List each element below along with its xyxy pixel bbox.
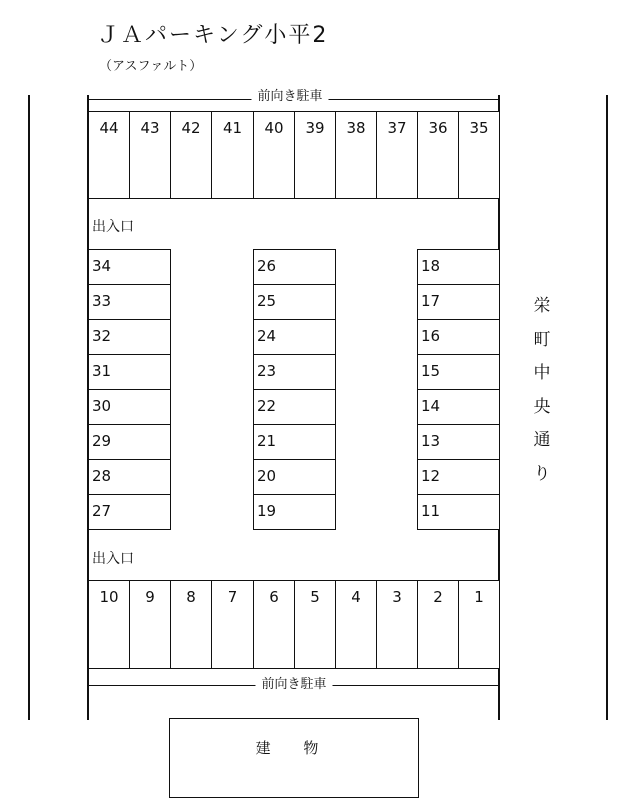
entrance-label-top: 出入口 (92, 219, 134, 235)
parking-space-20[interactable]: 20 (253, 459, 336, 495)
parking-space-31[interactable]: 31 (88, 354, 171, 390)
road-char: 央 (533, 396, 551, 417)
parking-space-30[interactable]: 30 (88, 389, 171, 425)
parking-space-19[interactable]: 19 (253, 494, 336, 530)
parking-space-1[interactable]: 1 (458, 580, 500, 669)
parking-space-17[interactable]: 17 (417, 284, 500, 320)
parking-space-26[interactable]: 26 (253, 249, 336, 285)
parking-space-36[interactable]: 36 (417, 111, 459, 199)
right-boundary-line (606, 95, 608, 720)
parking-space-18[interactable]: 18 (417, 249, 500, 285)
parking-space-9[interactable]: 9 (129, 580, 171, 669)
entrance-label-bottom: 出入口 (92, 551, 134, 567)
parking-space-27[interactable]: 27 (88, 494, 171, 530)
parking-space-22[interactable]: 22 (253, 389, 336, 425)
road-name (532, 290, 552, 491)
parking-space-35[interactable]: 35 (458, 111, 500, 199)
left-boundary-line (28, 95, 30, 720)
surface-note: （アスファルト） (99, 59, 203, 74)
road-char: 中 (533, 363, 551, 383)
parking-space-13[interactable]: 13 (417, 424, 500, 460)
parking-space-3[interactable]: 3 (376, 580, 418, 669)
top-parking-caption: 前向き駐車 (251, 89, 328, 105)
parking-space-10[interactable]: 10 (88, 580, 130, 669)
parking-space-33[interactable]: 33 (88, 284, 171, 320)
parking-space-40[interactable]: 40 (253, 111, 295, 199)
parking-space-37[interactable]: 37 (376, 111, 418, 199)
parking-space-14[interactable]: 14 (417, 389, 500, 425)
road-char: 町 (533, 329, 551, 350)
parking-space-24[interactable]: 24 (253, 319, 336, 355)
parking-space-23[interactable]: 23 (253, 354, 336, 390)
building-block (169, 718, 419, 798)
parking-space-5[interactable]: 5 (294, 580, 336, 669)
parking-space-6[interactable]: 6 (253, 580, 295, 669)
page-title: ＪＡパーキング小平2 (97, 23, 329, 48)
parking-space-32[interactable]: 32 (88, 319, 171, 355)
parking-space-16[interactable]: 16 (417, 319, 500, 355)
parking-space-25[interactable]: 25 (253, 284, 336, 320)
parking-space-41[interactable]: 41 (211, 111, 254, 199)
parking-space-38[interactable]: 38 (335, 111, 377, 199)
parking-space-39[interactable]: 39 (294, 111, 336, 199)
parking-space-21[interactable]: 21 (253, 424, 336, 460)
parking-space-44[interactable]: 44 (88, 111, 130, 199)
parking-space-4[interactable]: 4 (335, 580, 377, 669)
parking-space-34[interactable]: 34 (88, 249, 171, 285)
parking-space-43[interactable]: 43 (129, 111, 171, 199)
parking-space-8[interactable]: 8 (170, 580, 212, 669)
road-char: り (533, 463, 551, 484)
parking-space-15[interactable]: 15 (417, 354, 500, 390)
parking-space-7[interactable]: 7 (211, 580, 254, 669)
parking-space-12[interactable]: 12 (417, 459, 500, 495)
parking-space-29[interactable]: 29 (88, 424, 171, 460)
parking-space-28[interactable]: 28 (88, 459, 171, 495)
parking-space-11[interactable]: 11 (417, 494, 500, 530)
bottom-parking-caption: 前向き駐車 (255, 677, 332, 693)
parking-space-42[interactable]: 42 (170, 111, 212, 199)
road-char: 栄 (533, 296, 551, 316)
parking-space-2[interactable]: 2 (417, 580, 459, 669)
building-label: 建 物 (255, 739, 333, 757)
road-char: 通 (533, 430, 551, 450)
